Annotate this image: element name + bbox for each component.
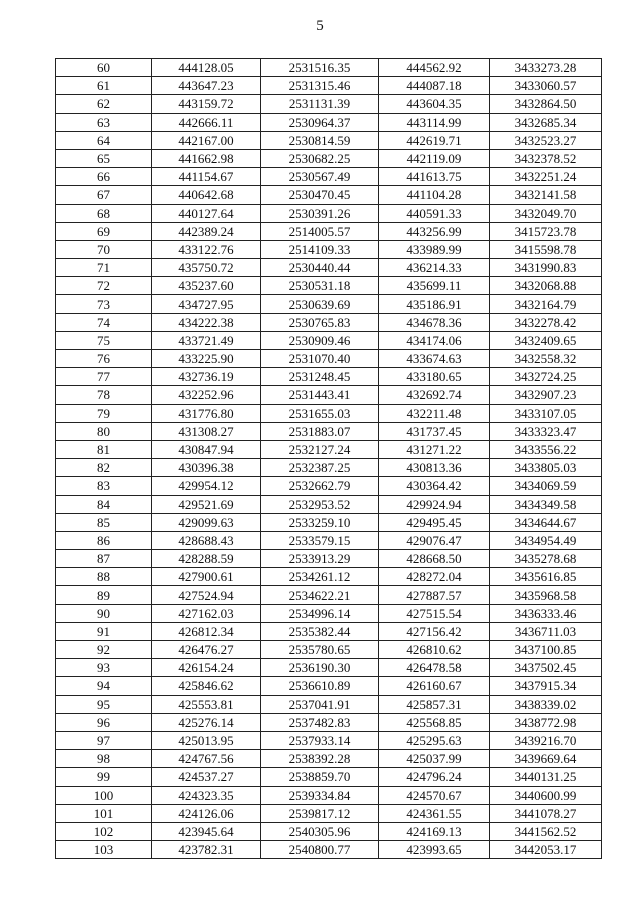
x1-cell: 427900.61 [152, 568, 261, 586]
y1-cell: 2532662.79 [261, 477, 379, 495]
x2-cell: 432211.48 [379, 404, 490, 422]
point-number-cell: 77 [56, 368, 152, 386]
y1-cell: 2531131.39 [261, 95, 379, 113]
point-number-cell: 63 [56, 113, 152, 131]
y2-cell: 3438339.02 [490, 695, 602, 713]
x2-cell: 429076.47 [379, 531, 490, 549]
x1-cell: 424323.35 [152, 786, 261, 804]
coordinate-table-body [56, 59, 602, 859]
y2-cell: 3415723.78 [490, 222, 602, 240]
table-row [56, 822, 602, 840]
y2-cell: 3433273.28 [490, 59, 602, 77]
y2-cell: 3432049.70 [490, 204, 602, 222]
x1-cell: 441154.67 [152, 168, 261, 186]
x2-cell: 433180.65 [379, 368, 490, 386]
y2-cell: 3432278.42 [490, 313, 602, 331]
y2-cell: 3432251.24 [490, 168, 602, 186]
x1-cell: 431776.80 [152, 404, 261, 422]
y1-cell: 2532127.24 [261, 440, 379, 458]
x2-cell: 431737.45 [379, 422, 490, 440]
y1-cell: 2530639.69 [261, 295, 379, 313]
table-row [56, 550, 602, 568]
x1-cell: 443647.23 [152, 77, 261, 95]
x2-cell: 427887.57 [379, 586, 490, 604]
y2-cell: 3415598.78 [490, 240, 602, 258]
y2-cell: 3434069.59 [490, 477, 602, 495]
x1-cell: 440642.68 [152, 186, 261, 204]
y2-cell: 3435968.58 [490, 586, 602, 604]
table-row [56, 677, 602, 695]
y1-cell: 2538859.70 [261, 768, 379, 786]
y2-cell: 3432141.58 [490, 186, 602, 204]
table-row [56, 586, 602, 604]
point-number-cell: 68 [56, 204, 152, 222]
x1-cell: 442167.00 [152, 131, 261, 149]
x2-cell: 424570.67 [379, 786, 490, 804]
x2-cell: 428272.04 [379, 568, 490, 586]
y2-cell: 3437502.45 [490, 659, 602, 677]
x1-cell: 426476.27 [152, 641, 261, 659]
y2-cell: 3434349.58 [490, 495, 602, 513]
y1-cell: 2530964.37 [261, 113, 379, 131]
point-number-cell: 82 [56, 459, 152, 477]
point-number-cell: 62 [56, 95, 152, 113]
y1-cell: 2531248.45 [261, 368, 379, 386]
y2-cell: 3442053.17 [490, 841, 602, 859]
x2-cell: 425568.85 [379, 713, 490, 731]
x1-cell: 435237.60 [152, 277, 261, 295]
point-number-cell: 100 [56, 786, 152, 804]
y2-cell: 3440131.25 [490, 768, 602, 786]
y2-cell: 3441562.52 [490, 822, 602, 840]
y1-cell: 2530765.83 [261, 313, 379, 331]
x2-cell: 426478.58 [379, 659, 490, 677]
y1-cell: 2530909.46 [261, 331, 379, 349]
point-number-cell: 99 [56, 768, 152, 786]
point-number-cell: 80 [56, 422, 152, 440]
table-row [56, 313, 602, 331]
table-row [56, 495, 602, 513]
x1-cell: 434727.95 [152, 295, 261, 313]
x1-cell: 424767.56 [152, 750, 261, 768]
x2-cell: 435186.91 [379, 295, 490, 313]
x2-cell: 429495.45 [379, 513, 490, 531]
x2-cell: 428668.50 [379, 550, 490, 568]
point-number-cell: 85 [56, 513, 152, 531]
table-row [56, 295, 602, 313]
x1-cell: 426812.34 [152, 622, 261, 640]
x1-cell: 433122.76 [152, 240, 261, 258]
point-number-cell: 83 [56, 477, 152, 495]
y2-cell: 3433107.05 [490, 404, 602, 422]
x1-cell: 442389.24 [152, 222, 261, 240]
table-row [56, 59, 602, 77]
y2-cell: 3432864.50 [490, 95, 602, 113]
table-row [56, 331, 602, 349]
point-number-cell: 69 [56, 222, 152, 240]
x2-cell: 429924.94 [379, 495, 490, 513]
x2-cell: 430364.42 [379, 477, 490, 495]
y1-cell: 2531883.07 [261, 422, 379, 440]
y2-cell: 3434644.67 [490, 513, 602, 531]
table-row [56, 404, 602, 422]
x1-cell: 427524.94 [152, 586, 261, 604]
y1-cell: 2531443.41 [261, 386, 379, 404]
x1-cell: 444128.05 [152, 59, 261, 77]
y1-cell: 2531516.35 [261, 59, 379, 77]
y2-cell: 3432068.88 [490, 277, 602, 295]
y2-cell: 3434954.49 [490, 531, 602, 549]
x1-cell: 423945.64 [152, 822, 261, 840]
y2-cell: 3437100.85 [490, 641, 602, 659]
table-row [56, 768, 602, 786]
y1-cell: 2538392.28 [261, 750, 379, 768]
table-row [56, 459, 602, 477]
point-number-cell: 87 [56, 550, 152, 568]
y1-cell: 2530531.18 [261, 277, 379, 295]
y1-cell: 2533259.10 [261, 513, 379, 531]
table-row [56, 240, 602, 258]
y1-cell: 2537482.83 [261, 713, 379, 731]
table-row [56, 204, 602, 222]
x2-cell: 427515.54 [379, 604, 490, 622]
x2-cell: 430813.36 [379, 459, 490, 477]
y2-cell: 3437915.34 [490, 677, 602, 695]
x2-cell: 443604.35 [379, 95, 490, 113]
y1-cell: 2532387.25 [261, 459, 379, 477]
point-number-cell: 90 [56, 604, 152, 622]
x2-cell: 444087.18 [379, 77, 490, 95]
x1-cell: 440127.64 [152, 204, 261, 222]
table-row [56, 222, 602, 240]
table-row [56, 168, 602, 186]
table-row [56, 622, 602, 640]
y1-cell: 2531070.40 [261, 350, 379, 368]
table-row [56, 841, 602, 859]
x2-cell: 441104.28 [379, 186, 490, 204]
y2-cell: 3433060.57 [490, 77, 602, 95]
y1-cell: 2535780.65 [261, 641, 379, 659]
x2-cell: 426160.67 [379, 677, 490, 695]
y2-cell: 3436333.46 [490, 604, 602, 622]
y1-cell: 2540800.77 [261, 841, 379, 859]
point-number-cell: 71 [56, 259, 152, 277]
point-number-cell: 78 [56, 386, 152, 404]
x2-cell: 434678.36 [379, 313, 490, 331]
x1-cell: 434222.38 [152, 313, 261, 331]
x2-cell: 443256.99 [379, 222, 490, 240]
x1-cell: 430396.38 [152, 459, 261, 477]
table-row [56, 477, 602, 495]
x2-cell: 440591.33 [379, 204, 490, 222]
x2-cell: 433674.63 [379, 350, 490, 368]
x1-cell: 425276.14 [152, 713, 261, 731]
table-row [56, 659, 602, 677]
table-row [56, 604, 602, 622]
point-number-cell: 76 [56, 350, 152, 368]
x1-cell: 428688.43 [152, 531, 261, 549]
x1-cell: 435750.72 [152, 259, 261, 277]
y2-cell: 3433323.47 [490, 422, 602, 440]
point-number-cell: 73 [56, 295, 152, 313]
x2-cell: 432692.74 [379, 386, 490, 404]
table-row [56, 131, 602, 149]
x2-cell: 424361.55 [379, 804, 490, 822]
y1-cell: 2540305.96 [261, 822, 379, 840]
y1-cell: 2539334.84 [261, 786, 379, 804]
x1-cell: 431308.27 [152, 422, 261, 440]
point-number-cell: 64 [56, 131, 152, 149]
table-row [56, 95, 602, 113]
x2-cell: 435699.11 [379, 277, 490, 295]
y1-cell: 2530440.44 [261, 259, 379, 277]
table-row [56, 350, 602, 368]
y1-cell: 2514005.57 [261, 222, 379, 240]
y2-cell: 3433556.22 [490, 440, 602, 458]
point-number-cell: 72 [56, 277, 152, 295]
x1-cell: 432252.96 [152, 386, 261, 404]
x1-cell: 423782.31 [152, 841, 261, 859]
x2-cell: 424169.13 [379, 822, 490, 840]
y2-cell: 3431990.83 [490, 259, 602, 277]
table-row [56, 149, 602, 167]
y1-cell: 2532953.52 [261, 495, 379, 513]
table-row [56, 513, 602, 531]
table-row [56, 386, 602, 404]
x2-cell: 424796.24 [379, 768, 490, 786]
y2-cell: 3435616.85 [490, 568, 602, 586]
point-number-cell: 84 [56, 495, 152, 513]
x1-cell: 429954.12 [152, 477, 261, 495]
y2-cell: 3438772.98 [490, 713, 602, 731]
x2-cell: 443114.99 [379, 113, 490, 131]
x1-cell: 424126.06 [152, 804, 261, 822]
y2-cell: 3432907.23 [490, 386, 602, 404]
point-number-cell: 60 [56, 59, 152, 77]
x1-cell: 432736.19 [152, 368, 261, 386]
y2-cell: 3439669.64 [490, 750, 602, 768]
y1-cell: 2530567.49 [261, 168, 379, 186]
point-number-cell: 97 [56, 731, 152, 749]
table-row [56, 422, 602, 440]
x2-cell: 425037.99 [379, 750, 490, 768]
table-row [56, 713, 602, 731]
y1-cell: 2531655.03 [261, 404, 379, 422]
y1-cell: 2537933.14 [261, 731, 379, 749]
point-number-cell: 93 [56, 659, 152, 677]
y2-cell: 3432685.34 [490, 113, 602, 131]
y2-cell: 3432724.25 [490, 368, 602, 386]
table-row [56, 731, 602, 749]
y2-cell: 3441078.27 [490, 804, 602, 822]
y2-cell: 3435278.68 [490, 550, 602, 568]
y2-cell: 3436711.03 [490, 622, 602, 640]
point-number-cell: 88 [56, 568, 152, 586]
y1-cell: 2530391.26 [261, 204, 379, 222]
y1-cell: 2535382.44 [261, 622, 379, 640]
y1-cell: 2537041.91 [261, 695, 379, 713]
point-number-cell: 66 [56, 168, 152, 186]
x1-cell: 425553.81 [152, 695, 261, 713]
table-row [56, 113, 602, 131]
point-number-cell: 89 [56, 586, 152, 604]
table-row [56, 368, 602, 386]
point-number-cell: 61 [56, 77, 152, 95]
table-row [56, 750, 602, 768]
point-number-cell: 94 [56, 677, 152, 695]
y1-cell: 2533913.29 [261, 550, 379, 568]
y1-cell: 2534261.12 [261, 568, 379, 586]
x2-cell: 441613.75 [379, 168, 490, 186]
point-number-cell: 101 [56, 804, 152, 822]
y1-cell: 2530682.25 [261, 149, 379, 167]
table-row [56, 77, 602, 95]
table-row [56, 641, 602, 659]
x2-cell: 444562.92 [379, 59, 490, 77]
x2-cell: 431271.22 [379, 440, 490, 458]
y2-cell: 3440600.99 [490, 786, 602, 804]
y2-cell: 3432523.27 [490, 131, 602, 149]
table-row [56, 695, 602, 713]
y1-cell: 2536190.30 [261, 659, 379, 677]
point-number-cell: 102 [56, 822, 152, 840]
table-row [56, 786, 602, 804]
x1-cell: 433225.90 [152, 350, 261, 368]
x2-cell: 425857.31 [379, 695, 490, 713]
point-number-cell: 67 [56, 186, 152, 204]
x1-cell: 429521.69 [152, 495, 261, 513]
table-row [56, 804, 602, 822]
x1-cell: 430847.94 [152, 440, 261, 458]
x2-cell: 442119.09 [379, 149, 490, 167]
point-number-cell: 96 [56, 713, 152, 731]
y2-cell: 3432409.65 [490, 331, 602, 349]
x2-cell: 423993.65 [379, 841, 490, 859]
y2-cell: 3432378.52 [490, 149, 602, 167]
point-number-cell: 95 [56, 695, 152, 713]
point-number-cell: 86 [56, 531, 152, 549]
point-number-cell: 98 [56, 750, 152, 768]
point-number-cell: 81 [56, 440, 152, 458]
y1-cell: 2534622.21 [261, 586, 379, 604]
y1-cell: 2530814.59 [261, 131, 379, 149]
x1-cell: 428288.59 [152, 550, 261, 568]
y1-cell: 2536610.89 [261, 677, 379, 695]
point-number-cell: 91 [56, 622, 152, 640]
y2-cell: 3439216.70 [490, 731, 602, 749]
point-number-cell: 103 [56, 841, 152, 859]
table-row [56, 440, 602, 458]
table-row [56, 259, 602, 277]
table-row [56, 531, 602, 549]
x1-cell: 433721.49 [152, 331, 261, 349]
y1-cell: 2534996.14 [261, 604, 379, 622]
point-number-cell: 92 [56, 641, 152, 659]
table-row [56, 186, 602, 204]
x1-cell: 429099.63 [152, 513, 261, 531]
x2-cell: 436214.33 [379, 259, 490, 277]
x1-cell: 443159.72 [152, 95, 261, 113]
table-row [56, 277, 602, 295]
x1-cell: 426154.24 [152, 659, 261, 677]
x1-cell: 442666.11 [152, 113, 261, 131]
point-number-cell: 65 [56, 149, 152, 167]
table-row [56, 568, 602, 586]
x2-cell: 434174.06 [379, 331, 490, 349]
point-number-cell: 70 [56, 240, 152, 258]
point-number-cell: 74 [56, 313, 152, 331]
x1-cell: 424537.27 [152, 768, 261, 786]
point-number-cell: 79 [56, 404, 152, 422]
coordinate-table [55, 58, 602, 859]
x1-cell: 425013.95 [152, 731, 261, 749]
y2-cell: 3433805.03 [490, 459, 602, 477]
x1-cell: 427162.03 [152, 604, 261, 622]
y1-cell: 2533579.15 [261, 531, 379, 549]
x2-cell: 442619.71 [379, 131, 490, 149]
y1-cell: 2530470.45 [261, 186, 379, 204]
y2-cell: 3432558.32 [490, 350, 602, 368]
page-number: 5 [316, 18, 324, 34]
x2-cell: 425295.63 [379, 731, 490, 749]
x2-cell: 427156.42 [379, 622, 490, 640]
x2-cell: 426810.62 [379, 641, 490, 659]
x2-cell: 433989.99 [379, 240, 490, 258]
point-number-cell: 75 [56, 331, 152, 349]
y1-cell: 2531315.46 [261, 77, 379, 95]
y1-cell: 2539817.12 [261, 804, 379, 822]
y1-cell: 2514109.33 [261, 240, 379, 258]
y2-cell: 3432164.79 [490, 295, 602, 313]
x1-cell: 425846.62 [152, 677, 261, 695]
x1-cell: 441662.98 [152, 149, 261, 167]
